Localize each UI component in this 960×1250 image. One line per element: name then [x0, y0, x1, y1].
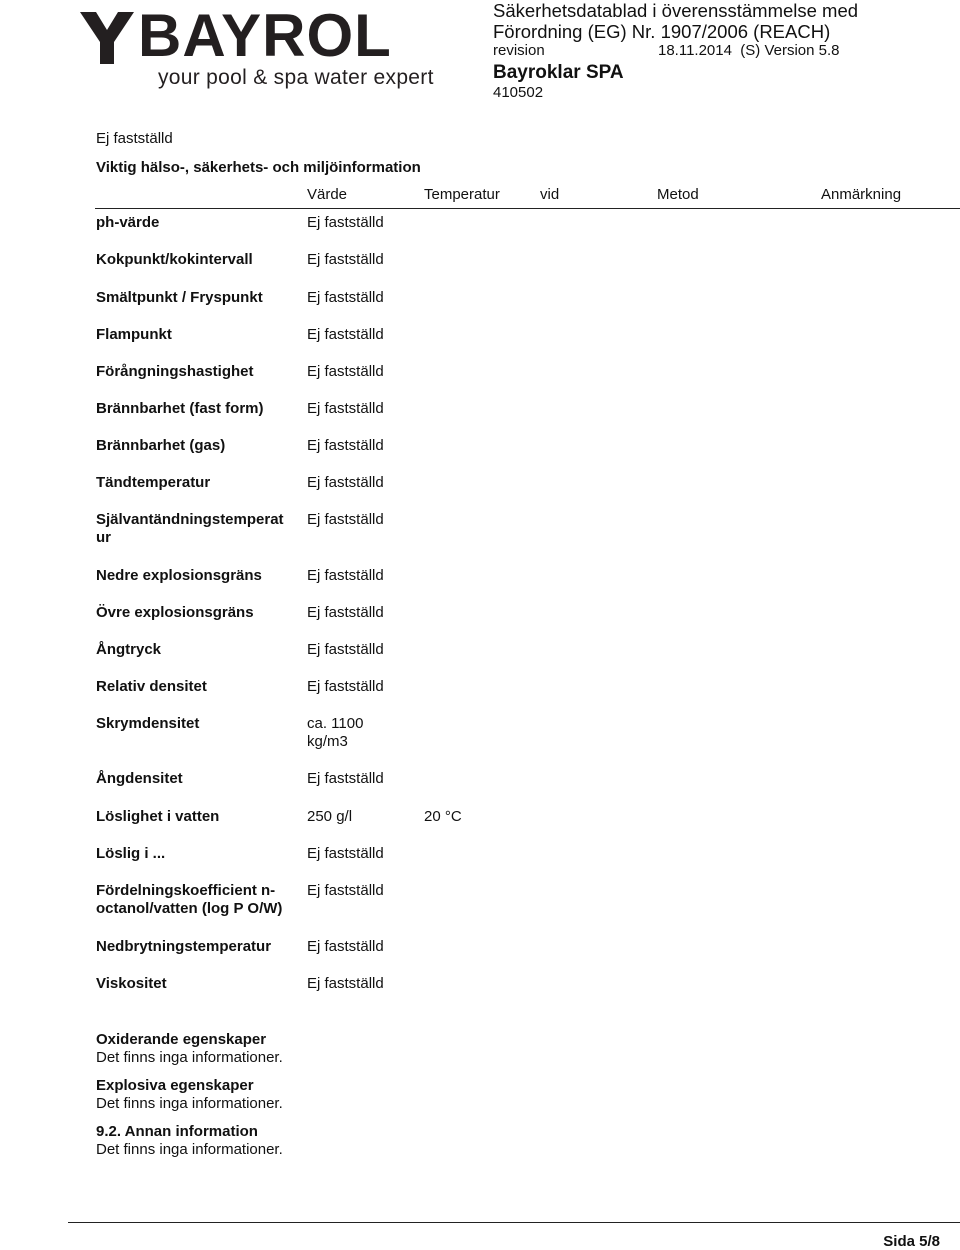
section-title: 9.2. Annan information	[96, 1123, 258, 1140]
property-value-line: kg/m3	[307, 733, 348, 750]
property-value	[307, 289, 384, 307]
property-label-line: Nedre explosionsgräns	[96, 567, 262, 584]
property-label	[96, 715, 199, 733]
property-value-line: ca. 1100	[307, 715, 364, 732]
property-label-line: ph-värde	[96, 214, 160, 231]
property-value-line: Ej fastställd	[307, 363, 384, 380]
property-label	[96, 474, 210, 492]
footer-rule	[68, 1222, 960, 1223]
property-label-line: Fördelningskoefficient n-	[96, 882, 276, 899]
property-label-line: Löslig i ...	[96, 845, 166, 862]
property-value-line: Ej fastställd	[307, 251, 384, 268]
header-rule	[95, 208, 960, 209]
property-value-line: Ej fastställd	[307, 214, 384, 231]
property-value-line: Ej fastställd	[307, 604, 384, 621]
column-header-value: Värde	[307, 186, 348, 203]
property-value-line: Ej fastställd	[307, 770, 384, 787]
property-label	[96, 882, 282, 918]
property-value	[307, 400, 384, 418]
property-value-line: Ej fastställd	[307, 882, 384, 899]
property-value	[307, 251, 384, 269]
column-header-temperature: Temperatur	[424, 186, 500, 203]
property-value-line: Ej fastställd	[307, 938, 384, 955]
property-value-line: Ej fastställd	[307, 975, 384, 992]
property-value-line: Ej fastställd	[307, 326, 384, 343]
property-label-line: Nedbrytningstemperatur	[96, 938, 272, 955]
other-info-section	[96, 1123, 283, 1159]
property-value	[307, 975, 384, 993]
property-label	[96, 437, 225, 455]
top-note: Ej fastställd	[96, 130, 173, 147]
brand-name: BAYROL	[138, 2, 392, 69]
property-label-line: Skrymdensitet	[96, 715, 200, 732]
property-value	[307, 715, 363, 751]
section-text: Det finns inga informationer.	[96, 1049, 283, 1066]
property-label	[96, 214, 159, 232]
property-label	[96, 511, 284, 547]
property-value-line: Ej fastställd	[307, 845, 384, 862]
property-label-line: Självantändningstemperat	[96, 511, 284, 528]
revision-value: 18.11.2014 (S) Version 5.8	[658, 42, 840, 59]
property-value-line: Ej fastställd	[307, 437, 384, 454]
property-value	[307, 808, 352, 826]
property-value	[307, 511, 384, 529]
property-value	[307, 326, 384, 344]
property-label	[96, 641, 161, 659]
product-name: Bayroklar SPA	[493, 62, 624, 83]
property-label	[96, 808, 219, 826]
section-text: Det finns inga informationer.	[96, 1141, 283, 1158]
property-value	[307, 474, 384, 492]
property-value	[307, 567, 384, 585]
property-label-line: Löslighet i vatten	[96, 808, 220, 825]
column-header-remark: Anmärkning	[821, 186, 902, 203]
property-value-line: Ej fastställd	[307, 400, 384, 417]
property-label-line: octanol/vatten (log P O/W)	[96, 900, 283, 917]
property-label-line: Ångtryck	[96, 641, 162, 658]
property-label	[96, 326, 172, 344]
page-number: Sida 5/8	[883, 1233, 940, 1250]
section-title: Oxiderande egenskaper	[96, 1031, 267, 1048]
section-text: Det finns inga informationer.	[96, 1095, 283, 1112]
section-heading: Viktig hälso-, säkerhets- och miljöinformation	[96, 159, 421, 176]
revision-label: revision	[493, 42, 545, 59]
property-label	[96, 770, 183, 788]
property-value-line: Ej fastställd	[307, 678, 384, 695]
property-label-line: Flampunkt	[96, 326, 172, 343]
property-value	[307, 641, 384, 659]
property-value	[307, 770, 384, 788]
property-value	[307, 882, 384, 900]
property-label-line: Brännbarhet (gas)	[96, 437, 226, 454]
property-label-line: Tändtemperatur	[96, 474, 211, 491]
property-label	[96, 567, 262, 585]
property-value-line: 250 g/l	[307, 808, 353, 825]
property-label-line: Smältpunkt / Fryspunkt	[96, 289, 263, 306]
property-label	[96, 938, 271, 956]
column-header-method: Metod	[657, 186, 699, 203]
property-value-line: Ej fastställd	[307, 567, 384, 584]
bayrol-y-mark-icon	[78, 12, 136, 64]
property-value	[307, 678, 384, 696]
property-label	[96, 975, 167, 993]
property-value	[307, 938, 384, 956]
column-header-at: vid	[540, 186, 560, 203]
property-value-line: Ej fastställd	[307, 289, 384, 306]
oxidizing-section	[96, 1031, 283, 1067]
property-value	[307, 604, 384, 622]
property-value	[307, 845, 384, 863]
property-temperature: 20 °C	[424, 808, 462, 825]
property-label	[96, 289, 263, 307]
property-label-line: Viskositet	[96, 975, 167, 992]
property-value	[307, 437, 384, 455]
property-label	[96, 363, 254, 381]
title-line-2: Förordning (EG) Nr. 1907/2006 (REACH)	[493, 21, 831, 42]
property-label-line: Övre explosionsgräns	[96, 604, 254, 621]
brand-tagline: your pool & spa water expert	[158, 66, 434, 89]
property-value-line: Ej fastställd	[307, 474, 384, 491]
property-label-line: Ångdensitet	[96, 770, 183, 787]
section-title: Explosiva egenskaper	[96, 1077, 254, 1094]
title-line-1: Säkerhetsdatablad i överensstämmelse med	[493, 0, 859, 21]
property-value-line: Ej fastställd	[307, 511, 384, 528]
document-title	[493, 0, 858, 42]
property-label	[96, 845, 165, 863]
property-value	[307, 214, 384, 232]
property-label-line: Kokpunkt/kokintervall	[96, 251, 253, 268]
property-value	[307, 363, 384, 381]
product-number: 410502	[493, 84, 544, 101]
property-label	[96, 400, 264, 418]
explosive-section	[96, 1077, 283, 1113]
property-label-line: Relativ densitet	[96, 678, 207, 695]
property-label-line: Brännbarhet (fast form)	[96, 400, 264, 417]
property-label	[96, 678, 207, 696]
property-label-line: ur	[96, 529, 111, 546]
property-label	[96, 604, 254, 622]
property-label	[96, 251, 253, 269]
property-label-line: Förångningshastighet	[96, 363, 254, 380]
property-value-line: Ej fastställd	[307, 641, 384, 658]
